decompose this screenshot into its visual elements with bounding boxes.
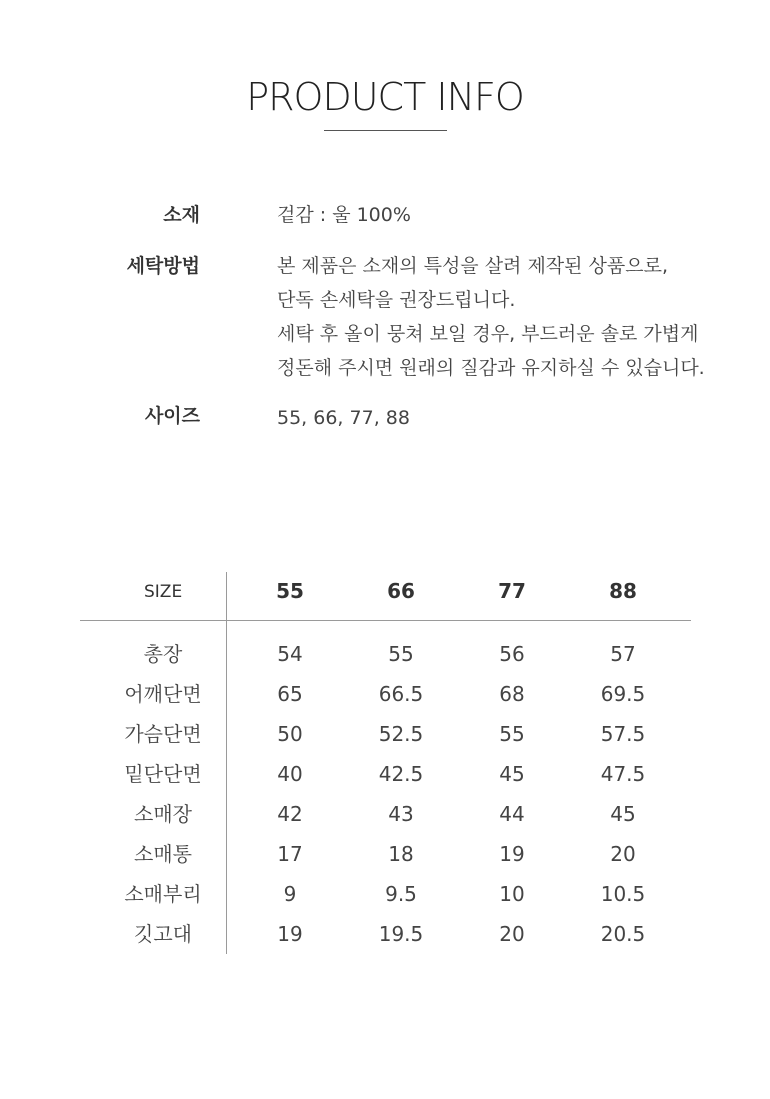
wash-line: 단독 손세탁을 권장드립니다. xyxy=(277,289,516,311)
table-cell: 10 xyxy=(499,882,525,906)
table-header-divider xyxy=(80,620,691,621)
table-cell: 10.5 xyxy=(600,882,646,906)
table-row-label: 어깨단면 xyxy=(124,682,202,706)
wash-label: 세탁방법 xyxy=(126,255,200,277)
table-cell: 57 xyxy=(610,642,636,666)
table-cell: 18 xyxy=(388,842,414,866)
table-cell: 44 xyxy=(499,802,525,826)
table-cell: 56 xyxy=(499,642,525,666)
table-cell: 45 xyxy=(610,802,636,826)
table-cell: 42 xyxy=(277,802,303,826)
wash-line: 정돈해 주시면 원래의 질감과 유지하실 수 있습니다. xyxy=(277,357,705,379)
material-label: 소재 xyxy=(163,204,200,226)
table-cell: 45 xyxy=(499,762,525,786)
table-cell: 9.5 xyxy=(385,882,417,906)
table-cell: 17 xyxy=(277,842,303,866)
table-cell: 40 xyxy=(277,762,303,786)
table-cell: 9 xyxy=(283,882,297,906)
size-column-header: 66 xyxy=(387,579,415,603)
size-column-header: 88 xyxy=(609,579,637,603)
table-cell: 55 xyxy=(499,722,525,746)
table-row-label: 깃고대 xyxy=(134,922,192,946)
table-row-label: 소매부리 xyxy=(124,882,202,906)
table-cell: 43 xyxy=(388,802,414,826)
table-row-label: 밑단단면 xyxy=(124,762,202,786)
table-cell: 69.5 xyxy=(600,682,646,706)
table-cell: 50 xyxy=(277,722,303,746)
table-cell: 20 xyxy=(610,842,636,866)
size-header-label: SIZE xyxy=(144,582,183,602)
table-cell: 20.5 xyxy=(600,922,646,946)
table-cell: 68 xyxy=(499,682,525,706)
size-value: 55, 66, 77, 88 xyxy=(277,407,410,429)
table-cell: 54 xyxy=(277,642,303,666)
table-row-label: 총장 xyxy=(143,642,183,666)
table-cell: 19 xyxy=(277,922,303,946)
material-value: 겉감 : 울 100% xyxy=(277,204,411,226)
table-cell: 66.5 xyxy=(378,682,424,706)
table-row-label: 소매장 xyxy=(134,802,192,826)
table-cell: 19 xyxy=(499,842,525,866)
table-cell: 65 xyxy=(277,682,303,706)
wash-line: 본 제품은 소재의 특성을 살려 제작된 상품으로, xyxy=(277,255,669,277)
table-cell: 57.5 xyxy=(600,722,646,746)
wash-line: 세탁 후 올이 뭉쳐 보일 경우, 부드러운 솔로 가볍게 xyxy=(277,323,699,345)
table-row-label: 가슴단면 xyxy=(124,722,202,746)
size-column-header: 77 xyxy=(498,579,526,603)
size-column-header: 55 xyxy=(276,579,304,603)
page-title: PRODUCT INFO xyxy=(246,75,524,119)
table-cell: 55 xyxy=(388,642,414,666)
table-cell: 47.5 xyxy=(600,762,646,786)
table-row-label: 소매통 xyxy=(134,842,192,866)
table-cell: 42.5 xyxy=(378,762,424,786)
size-label: 사이즈 xyxy=(144,405,200,427)
table-cell: 52.5 xyxy=(378,722,424,746)
table-cell: 19.5 xyxy=(378,922,424,946)
table-cell: 20 xyxy=(499,922,525,946)
